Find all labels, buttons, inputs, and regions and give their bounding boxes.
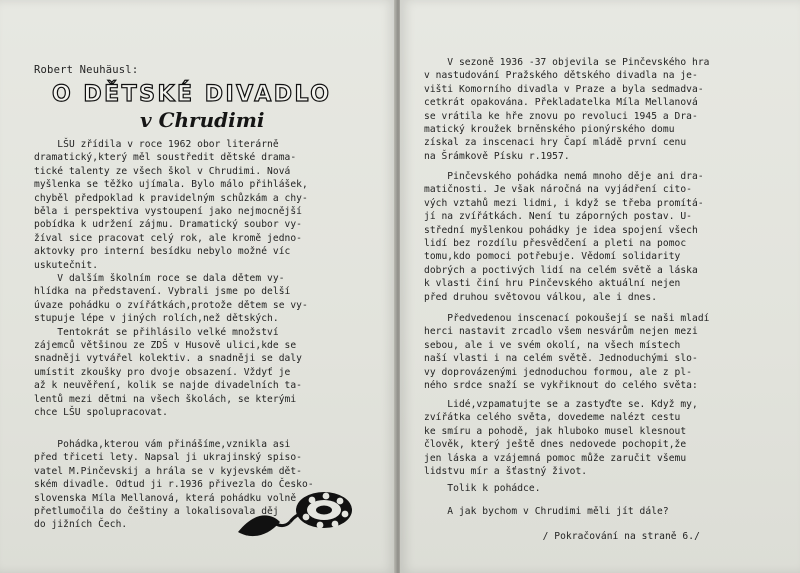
flower-drawing-icon [236,488,356,542]
right-paragraph-6: A jak bychom v Chrudimi měli jít dále? [424,506,669,517]
right-paragraph-4: Lidé,vzpamatujte se a zastyďte se. Když my, zvířátka celého světa, dovedeme nalézt cestu ke smíru a pohodě, jak hluboko musel klesnout člověk, který ještě dnes nedovede pochopit,že jen láska a vzájemná pomoc může zaručit všemu lidstvu mír a šťastný život. [424,399,698,478]
left-paragraph-3: Pohádka,kterou vám přinášíme,vznikla asi před třiceti lety. Napsal ji ukrajinský spiso- vatel M.Pinčevskij a hrála se v kyjevském dět- ském divadle. Odtud ji r.1936 přivezla do Česko- slovenska Míla Mellanová, která pohádku volně přetlumočila do češtiny a lokalisovala děj do jižních Čech. [34,439,314,531]
continuation-note: / Pokračování na straně 6./ [496,531,700,542]
article-title: O DĚTSKÉ DIVADLO [52,82,332,107]
right-paragraph-1: V sezoně 1936 -37 objevila se Pinčevského hra v nastudování Pražského dětského divadla na je- višti Komorního divadla v Praze a byla sedmadva- cetkrát opakována. Překladatelka Míla Mellanová se vrátila ke hře znovu po revoluci 1945 a Dra- matický kroužek brněnského pionýrského domu získal za inscenaci hry Čapí mládě první cenu na Šrámkově Písku r.1957. [424,57,710,162]
left-page [0,0,396,573]
right-paragraph-3: Předvedenou inscenací pokoušejí se naši mladí herci nastavit zrcadlo všem nesvárům nejen mezi sebou, ale i ve svém okolí, na všech místech naší vlasti i na celém světě. Jednoduchými slo- vy doprovázenými jednoduchou formou, ale z pl- ného srdce snaží se vykřiknout do celého světa: [424,313,710,392]
left-paragraph-1: LŠU zřídila v roce 1962 obor literárně dramatický,který měl soustředit dětské drama- tické talenty ze všech škol v Chrudimi. Nová myšlenka se těžko ujímala. Bylo málo přihlášek, chyběl předpoklad k pravidelným schůzkám a chy- běla i perspektiva vystoupení jako nejmocnější pobídka k udržení zájmu. Dramatický soubor vy- žíval sice pracovat celý rok, ale kromě jedno- aktovky pro interní besídku nebylo možné víc uskutečnit. [34,139,308,271]
author-name: Robert Neuhäusl: [34,64,139,76]
right-paragraph-5: Tolik k pohádce. [424,483,541,494]
right-paragraph-2: Pinčevského pohádka nemá mnoho děje ani dra- matičnosti. Je však náročná na vyjádření cito- vých vztahů mezi lidmi, i když se třeba promítá- jí na zvířátkách. Není tu záporných postav. U- střední myšlenkou pohádky je idea spojení všech lidí bez rozdílu přesvědčení a pleti na pomoc tomu,kdo pomoci potřebuje. Vědomí solidarity dobrých a poctivých lidí na celém světě a láska k vlasti činí hru Pinčevského aktuální nejen před druhou světovou válkou, ale i dnes. [424,171,704,303]
right-page [400,0,800,573]
left-paragraph-2: V dalším školním roce se dala dětem vy- hlídka na představení. Vybrali jsme po delší úvaze pohádku o zvířátkách,protože dětem se vy- stupuje lépe v jiných rolích,než dětských. Tentokrát se přihlásilo velké množství zájemců většinou ze ZDŠ v Husově ulici,kde se snadněji vytvářel kolektiv. a snadněji se daly umístit zkoušky pro dvoje obsazení. Vždyť je až k neuvěření, kolik se najde divadelních ta- lentů mezi dětmi na všech školách, se kterými chce LŠU spolupracovat. [34,273,308,419]
article-subtitle: v Chrudimi [140,108,265,132]
